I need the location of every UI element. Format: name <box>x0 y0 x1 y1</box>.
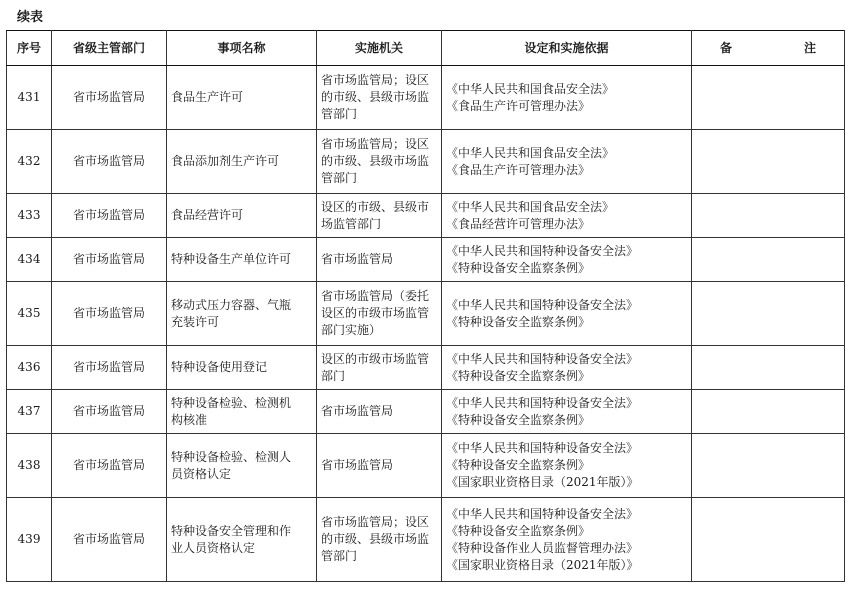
agency-cell <box>317 194 442 238</box>
agency-cell-line: 设区的市级市场监管 <box>321 351 430 366</box>
agency-cell <box>317 238 442 282</box>
basis-cell-line: 《中华人民共和国特种设备安全法》 <box>446 297 639 312</box>
basis-cell <box>442 282 692 346</box>
department-cell: 省市场监管局 <box>52 390 167 434</box>
serial-no-cell: 438 <box>7 434 52 498</box>
note-cell <box>692 238 845 282</box>
agency-cell-line: 部门实施） <box>321 323 382 337</box>
header-serial-no: 序号 <box>7 31 52 66</box>
basis-cell-line: 《中华人民共和国食品安全法》 <box>446 145 615 160</box>
item-name-cell <box>167 282 317 346</box>
basis-cell-line: 《食品经营许可管理办法》 <box>446 216 591 231</box>
item-name-cell <box>167 194 317 238</box>
agency-cell <box>317 390 442 434</box>
serial-no-cell: 432 <box>7 130 52 194</box>
item-name-cell-line: 构核准 <box>171 412 208 427</box>
basis-cell <box>442 498 692 582</box>
table-body <box>7 66 845 582</box>
basis-cell <box>442 434 692 498</box>
department-cell: 省市场监管局 <box>52 194 167 238</box>
agency-cell <box>317 434 442 498</box>
table-row <box>7 194 845 238</box>
note-cell <box>692 66 845 130</box>
item-name-cell <box>167 498 317 582</box>
department-cell: 省市场监管局 <box>52 346 167 390</box>
item-name-cell-line: 食品经营许可 <box>171 208 244 222</box>
agency-cell-line: 省市场监管局；设区 <box>321 515 430 529</box>
agency-cell-line: 的市级、县级市场监 <box>321 532 430 546</box>
item-name-cell-line: 移动式压力容器、气瓶 <box>171 297 292 312</box>
basis-cell-line: 《特种设备安全监察条例》 <box>446 260 591 275</box>
note-cell <box>692 194 845 238</box>
item-name-cell <box>167 390 317 434</box>
agency-cell-line: 省市场监管局；设区 <box>321 73 430 87</box>
basis-cell <box>442 66 692 130</box>
item-name-cell <box>167 238 317 282</box>
basis-cell-line: 《特种设备安全监察条例》 <box>446 458 591 472</box>
item-name-cell-line: 特种设备检验、检测机 <box>171 395 292 410</box>
agency-cell-line: 省市场监管局 <box>321 404 394 418</box>
agency-cell <box>317 498 442 582</box>
table-row <box>7 434 845 498</box>
note-cell <box>692 390 845 434</box>
department-cell: 省市场监管局 <box>52 434 167 498</box>
basis-cell-line: 《特种设备安全监察条例》 <box>446 368 591 383</box>
agency-cell-line: 的市级、县级市场监 <box>321 154 430 168</box>
header-department: 省级主管部门 <box>52 31 167 66</box>
item-name-cell-line: 员资格认定 <box>171 466 232 481</box>
approval-items-table <box>6 30 845 582</box>
item-name-cell-line: 业人员资格认定 <box>171 540 256 555</box>
item-name-cell-line: 特种设备使用登记 <box>171 360 268 374</box>
basis-cell-line: 《特种设备安全监察条例》 <box>446 412 591 427</box>
basis-cell-line: 《特种设备安全监察条例》 <box>446 314 591 329</box>
basis-cell-line: 《中华人民共和国食品安全法》 <box>446 199 615 214</box>
item-name-cell <box>167 346 317 390</box>
basis-cell-line: 《国家职业资格目录（2021年版）》 <box>446 475 639 489</box>
basis-cell <box>442 238 692 282</box>
basis-cell-line: 《中华人民共和国特种设备安全法》 <box>446 441 639 455</box>
item-name-cell-line: 充装许可 <box>171 314 220 329</box>
department-cell: 省市场监管局 <box>52 498 167 582</box>
basis-cell-line: 《食品生产许可管理办法》 <box>446 162 591 177</box>
table-row <box>7 66 845 130</box>
basis-cell-line: 《中华人民共和国特种设备安全法》 <box>446 243 639 258</box>
item-name-cell <box>167 130 317 194</box>
basis-cell <box>442 194 692 238</box>
basis-cell-line: 《特种设备安全监察条例》 <box>446 523 591 538</box>
agency-cell-line: 省市场监管局 <box>321 458 394 472</box>
item-name-cell-line: 特种设备生产单位许可 <box>171 252 292 266</box>
note-cell <box>692 346 845 390</box>
basis-cell <box>442 130 692 194</box>
agency-cell <box>317 282 442 346</box>
agency-cell <box>317 130 442 194</box>
department-cell: 省市场监管局 <box>52 238 167 282</box>
basis-cell-line: 《特种设备作业人员监督管理办法》 <box>446 540 639 555</box>
agency-cell-line: 部门 <box>321 368 346 383</box>
item-name-cell <box>167 434 317 498</box>
basis-cell <box>442 346 692 390</box>
header-note: 备 注 <box>692 31 845 66</box>
department-cell: 省市场监管局 <box>52 130 167 194</box>
item-name-cell-line: 特种设备安全管理和作 <box>171 523 292 538</box>
serial-no-cell: 436 <box>7 346 52 390</box>
header-item-name: 事项名称 <box>167 31 317 66</box>
serial-no-cell: 437 <box>7 390 52 434</box>
serial-no-cell: 434 <box>7 238 52 282</box>
note-cell <box>692 498 845 582</box>
basis-cell-line: 《中华人民共和国特种设备安全法》 <box>446 395 639 410</box>
item-name-cell-line: 食品添加剂生产许可 <box>171 154 280 168</box>
basis-cell-line: 《中华人民共和国特种设备安全法》 <box>446 351 639 366</box>
agency-cell-line: 管部门 <box>321 549 358 563</box>
table-row <box>7 238 845 282</box>
agency-cell-line: 省市场监管局（委托 <box>321 289 430 303</box>
agency-cell-line: 的市级、县级市场监 <box>321 90 430 104</box>
agency-cell <box>317 66 442 130</box>
agency-cell-line: 管部门 <box>321 171 358 185</box>
basis-cell-line: 《食品生产许可管理办法》 <box>446 98 591 113</box>
table-row <box>7 346 845 390</box>
note-cell <box>692 434 845 498</box>
agency-cell-line: 管部门 <box>321 107 358 121</box>
department-cell: 省市场监管局 <box>52 66 167 130</box>
header-agency: 实施机关 <box>317 31 442 66</box>
agency-cell-line: 设区的市级、县级市 <box>321 199 430 214</box>
agency-cell-line: 设区的市级市场监管 <box>321 306 430 320</box>
serial-no-cell: 435 <box>7 282 52 346</box>
agency-cell-line: 场监管部门 <box>321 216 382 231</box>
table-row <box>7 130 845 194</box>
basis-cell-line: 《中华人民共和国特种设备安全法》 <box>446 506 639 521</box>
serial-no-cell: 433 <box>7 194 52 238</box>
table-row <box>7 282 845 346</box>
header-row <box>7 31 845 66</box>
basis-cell-line: 《中华人民共和国食品安全法》 <box>446 81 615 96</box>
department-cell: 省市场监管局 <box>52 282 167 346</box>
note-cell <box>692 130 845 194</box>
item-name-cell-line: 食品生产许可 <box>171 90 244 104</box>
header-basis: 设定和实施依据 <box>442 31 692 66</box>
table-row <box>7 498 845 582</box>
serial-no-cell: 439 <box>7 498 52 582</box>
table-caption: 续表 <box>17 10 44 25</box>
agency-cell-line: 省市场监管局；设区 <box>321 137 430 151</box>
basis-cell <box>442 390 692 434</box>
basis-cell-line: 《国家职业资格目录（2021年版）》 <box>446 557 639 572</box>
item-name-cell-line: 特种设备检验、检测人 <box>171 449 292 464</box>
serial-no-cell: 431 <box>7 66 52 130</box>
table-row <box>7 390 845 434</box>
item-name-cell <box>167 66 317 130</box>
agency-cell-line: 省市场监管局 <box>321 252 394 266</box>
agency-cell <box>317 346 442 390</box>
note-cell <box>692 282 845 346</box>
